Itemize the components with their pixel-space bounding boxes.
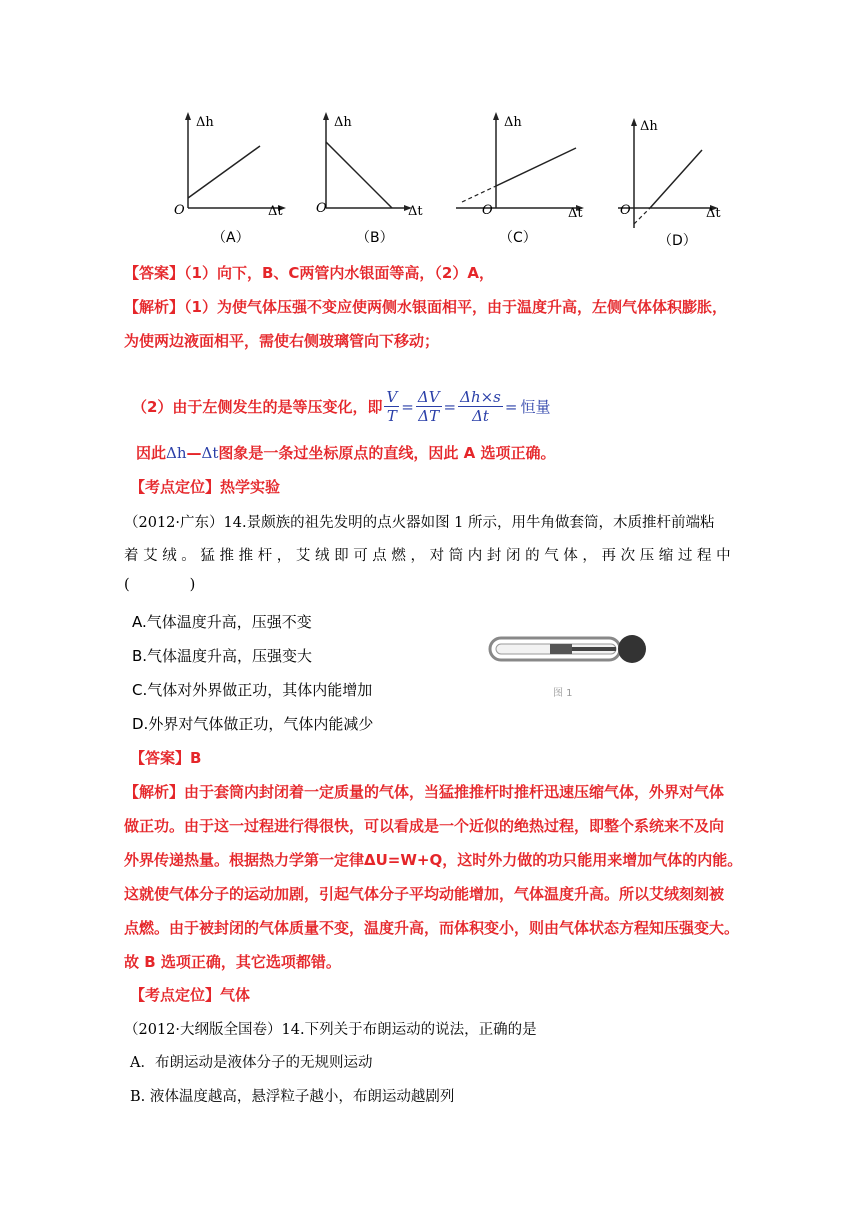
graph-c-xlabel: Δt — [568, 206, 583, 221]
formula-f1-num: V — [386, 388, 398, 406]
kp-1-text: 热学实验 — [220, 478, 281, 496]
analysis-2-tag: 【解析】 — [124, 783, 185, 801]
analysis-1-tag: 【解析】 — [124, 298, 185, 316]
kp-1 — [130, 476, 280, 497]
formula: $\frac{V}{T}$ = $\frac{\Delta V}{\Delta T}$ = $\frac{\Delta h\times s}{\Delta t}$ = 恒量 — [386, 388, 551, 425]
analysis-2-line2: 做正功。由于这一过程进行得很快，可以看成是一个近似的绝热过程，即整个系统来不及向 — [124, 817, 725, 835]
formula-f3-den: Δt — [472, 407, 489, 425]
kp-2-tag: 【考点定位】 — [130, 986, 221, 1004]
graph-b-xlabel: Δt — [408, 204, 423, 219]
analysis-1-text1: （1）为使气体压强不变应使两侧水银面相平，由于温度升高，左侧气体体积膨胀， — [184, 298, 727, 316]
q14-option-d: D.外界对气体做正功，气体内能减少 — [132, 715, 374, 733]
line4-b: 图象是一条过坐标原点的直线，因此 A 选项正确。 — [218, 444, 556, 462]
graph-b-ylabel: Δh — [334, 115, 352, 130]
formula-f2-num: ΔV — [417, 388, 440, 406]
graph-a-origin: O — [174, 203, 185, 218]
analysis-2-line5: 点燃。由于被封闭的气体质量不变，温度升高，而体积变小，则由气体状态方程知压强变大。 — [124, 919, 740, 937]
analysis-2-line1 — [124, 781, 724, 802]
graph-c-origin: O — [482, 203, 493, 218]
q14-option-a: A.气体温度升高，压强不变 — [132, 613, 312, 631]
analysis-2-text1: 由于套筒内封闭着一定质量的气体，当猛推推杆时推杆迅速压缩气体，外界对气体 — [184, 783, 725, 801]
analysis-1-line4 — [136, 442, 555, 463]
analysis-1-line3-prefix: （2）由于左侧发生的是等压变化，即 — [132, 398, 383, 416]
line4-dash: — — [186, 444, 202, 462]
formula-const: 恒量 — [520, 398, 551, 416]
graph-a-xlabel: Δt — [268, 204, 283, 219]
graph-a — [168, 110, 288, 226]
answer-2 — [130, 747, 201, 768]
formula-f1-den: T — [386, 407, 397, 425]
q14-line2: 着艾绒。猛推推杆，艾绒即可点燃，对筒内封闭的气体，再次压缩过程中 — [124, 548, 736, 564]
analysis-2-line3: 外界传递热量。根据热力学第一定律ΔU=W+Q，这时外力做的功只能用来增加气体的内能。 — [124, 851, 743, 869]
graph-b-origin: O — [316, 201, 327, 216]
answer-1 — [124, 262, 494, 283]
line4-a: 因此 — [136, 444, 167, 462]
graph-d-ylabel: Δh — [640, 119, 658, 134]
graph-b — [312, 110, 432, 226]
figure-1-fire-piston — [488, 626, 648, 678]
q15-line1: （2012·大纲版全国卷）14.下列关于布朗运动的说法，正确的是 — [124, 1022, 537, 1038]
graph-d — [614, 110, 726, 240]
analysis-2-line4: 这就使气体分子的运动加剧，引起气体分子平均动能增加，气体温度升高。所以艾绒刻刻被 — [124, 885, 725, 903]
q14-option-c: C.气体对外界做正功，其体内能增加 — [132, 681, 373, 699]
answer-1-tag: 【答案】 — [124, 264, 185, 282]
caption-d: （D） — [658, 233, 697, 249]
q15-option-a: A．布朗运动是液体分子的无规则运动 — [130, 1055, 373, 1071]
graph-c-ylabel: Δh — [504, 115, 522, 130]
q14-option-b: B.气体温度升高，压强变大 — [132, 647, 313, 665]
formula-f2-den: ΔT — [418, 407, 440, 425]
analysis-1-line2: 为使两边液面相平，需使右侧玻璃管向下移动； — [124, 332, 440, 350]
fire-piston-drawing — [488, 626, 648, 674]
analysis-1-line1 — [124, 296, 727, 317]
q14-line1: （2012·广东）14.景颇族的祖先发明的点火器如图 1 所示，用牛角做套筒，木质推杆前端粘 — [124, 515, 715, 531]
kp-2 — [130, 984, 250, 1005]
q15-option-b: B. 液体温度越高，悬浮粒子越小，布朗运动越剧列 — [130, 1089, 455, 1105]
graph-c — [456, 110, 592, 226]
answer-2-text: B — [190, 749, 202, 767]
analysis-2-line6: 故 B 选项正确，其它选项都错。 — [124, 953, 341, 971]
formula-f3-num: Δh×s — [460, 388, 501, 406]
caption-c: （C） — [499, 230, 537, 246]
caption-a: （A） — [212, 230, 250, 246]
kp-1-tag: 【考点定位】 — [130, 478, 221, 496]
graph-d-origin: O — [620, 203, 631, 218]
line4-dt: Δt — [201, 444, 219, 462]
caption-b: （B） — [356, 230, 394, 246]
figure-1-label: 图 1 — [553, 688, 573, 699]
analysis-1-formula-line — [132, 388, 550, 425]
answer-2-tag: 【答案】 — [130, 749, 191, 767]
answer-1-text: （1）向下，B、C两管内水银面等高，（2）A， — [184, 264, 494, 282]
kp-2-text: 气体 — [220, 986, 251, 1004]
q14-line3: ( ) — [124, 577, 196, 593]
graph-d-xlabel: Δt — [706, 206, 721, 221]
line4-dh: Δh — [166, 444, 187, 462]
graph-a-ylabel: Δh — [196, 115, 214, 130]
